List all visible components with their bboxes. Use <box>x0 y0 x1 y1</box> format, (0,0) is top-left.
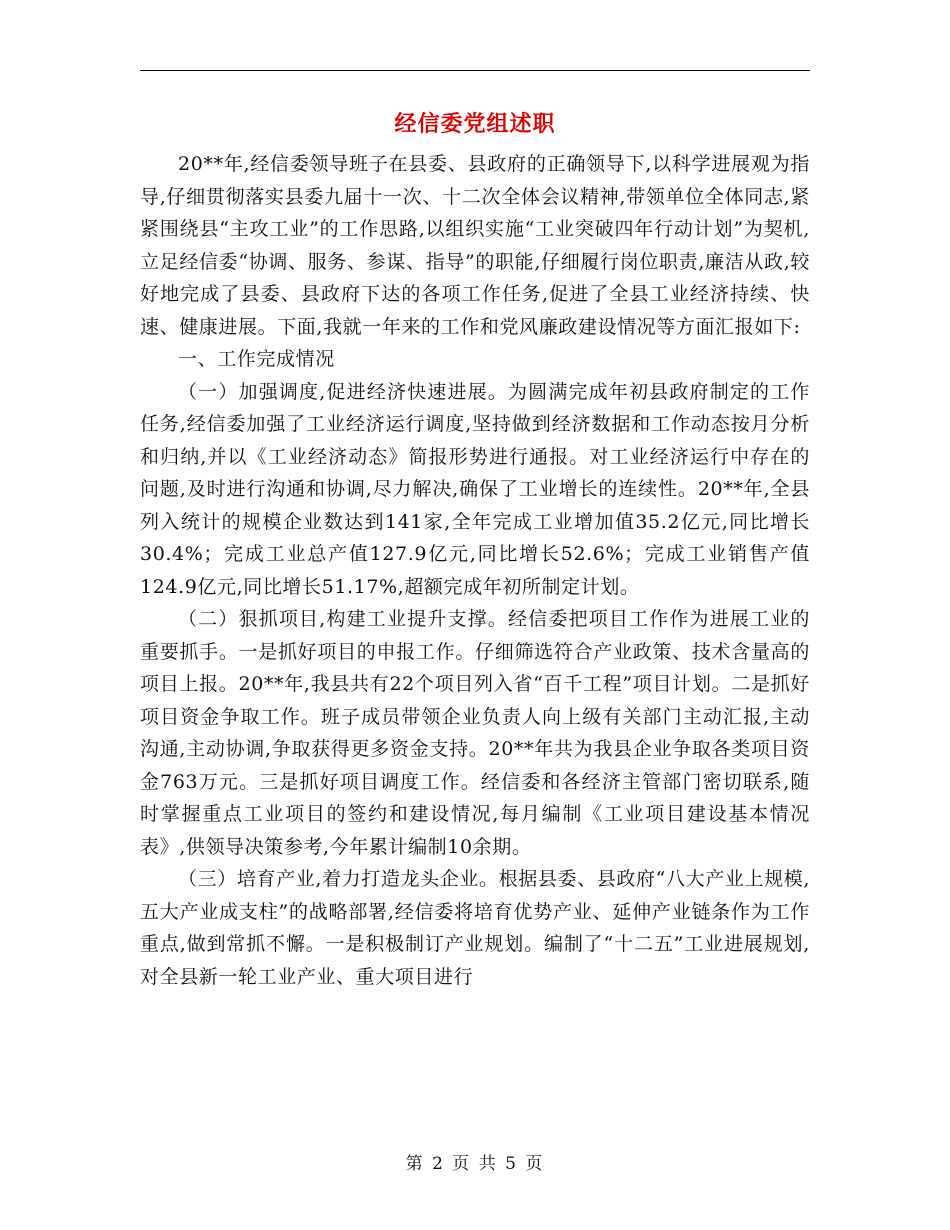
page-number: 第 2 页 共 5 页 <box>405 1154 545 1174</box>
document-body <box>140 148 810 993</box>
document-title: 经信委党组述职 <box>394 111 556 137</box>
header-rule <box>140 70 810 71</box>
section-heading-work-completion: 一、工作完成情况 <box>178 348 335 370</box>
paragraph-dispatch: （一）加强调度,促进经济快速进展。为圆满完成年初县政府制定的工作任务,经信委加强了工业经济运行调度,坚持做到经济数据和工作动态按月分析和归纳,并以《工业经济动态》简报形势进行通报。对工业经济运行中存在的问题,及时进行沟通和协调,尽力解决,确保了工业增长的连续性。20**年,全县列入统计的规模企业数达到141家,全年完成工业增加值35.2亿元,同比增长30.4%；完成工业总产值127.9亿元,同比增长52.6%；完成工业销售产值124.9亿元,同比增长51.17%,超额完成年初所制定计划。 <box>140 380 810 598</box>
paragraph-projects: （二）狠抓项目,构建工业提升支撑。经信委把项目工作作为进展工业的重要抓手。一是抓好项目的申报工作。仔细筛选符合产业政策、技术含量高的项目上报。20**年,我县共有22个项目列入省“百千工程”项目计划。二是抓好项目资金争取工作。班子成员带领企业负责人向上级有关部门主动汇报,主动沟通,主动协调,争取获得更多资金支持。20**年共为我县企业争取各类项目资金763万元。三是抓好项目调度工作。经信委和各经济主管部门密切联系,随时掌握重点工业项目的签约和建设情况,每月编制《工业项目建设基本情况表》,供领导决策参考,今年累计编制10余期。 <box>140 608 810 858</box>
paragraph-intro: 20**年,经信委领导班子在县委、县政府的正确领导下,以科学进展观为指导,仔细贯彻落实县委九届十一次、十二次全体会议精神,带领单位全体同志,紧紧围绕县“主攻工业”的工作思路,以组织实施“工业突破四年行动计划”为契机,立足经信委“协调、服务、参谋、指导”的职能,仔细履行岗位职责,廉洁从政,较好地完成了县委、县政府下达的各项工作任务,促进了全县工业经济持续、快速、健康进展。下面,我就一年来的工作和党风廉政建设情况等方面汇报如下: <box>140 153 810 338</box>
paragraph-industry: （三）培育产业,着力打造龙头企业。根据县委、县政府“八大产业上规模,五大产业成支柱”的战略部署,经信委将培育优势产业、延伸产业链条作为工作重点,做到常抓不懈。一是积极制订产业规划。编制了“十二五”工业进展规划,对全县新一轮工业产业、重大项目进行 <box>140 868 810 988</box>
